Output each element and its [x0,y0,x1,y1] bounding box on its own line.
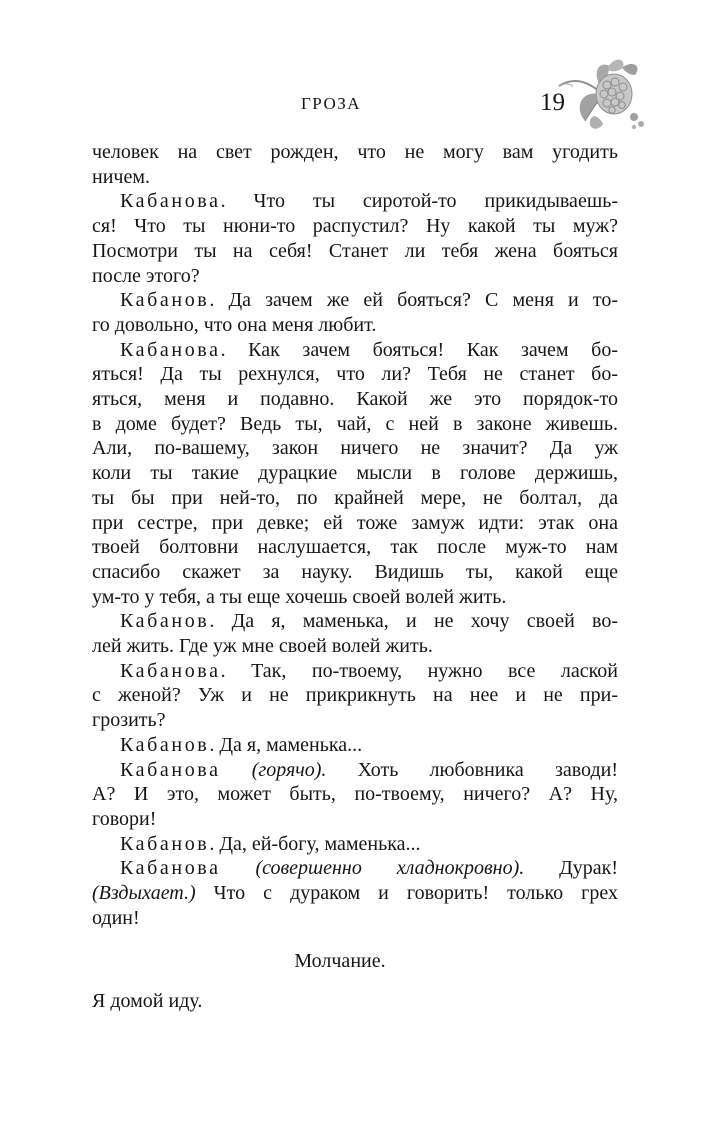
speech-text: ся! Что ты нюни-то распустил? Ну какой ты муж? [92,215,618,238]
speech-text: один! [92,906,140,929]
speech-text: Что с дураком и говорить! только грех [195,882,618,905]
speaker-name: Кабанов [120,289,210,312]
text-line [92,758,618,783]
text-line [92,634,618,659]
speech-text: А? И это, может быть, по-твоему, ничего? А? Ну, [92,783,618,806]
paragraph [92,733,618,758]
speech-text: . Да я, маменька, и не хочу своей во- [209,610,618,633]
text-line [92,609,618,634]
speaker-name: Кабанова [120,758,221,781]
speech-text: яться, меня и подавно. Какой же это порядок-то [92,388,618,411]
text-line [92,264,618,289]
text-line [92,461,618,486]
text-line [92,140,618,165]
speech-text: Посмотри ты на себя! Станет ли тебя жена бояться [92,239,618,262]
page-number: 19 [540,89,565,116]
text-line [92,387,618,412]
speech-text: . Да зачем же ей бояться? С меня и то- [209,289,618,312]
speech-text: ничем. [92,165,150,188]
inline-stage-direction: (совершенно хладнокровно). [220,857,525,880]
paragraph [92,659,618,733]
speaker-name: Кабанов [120,832,210,855]
speech-text: с женой? Уж и не прикрикнуть на нее и не при- [92,684,618,707]
text-line [92,239,618,264]
text-line [92,189,618,214]
speech-text: спасибо скажет за науку. Видишь ты, какой еще [92,560,618,583]
speech-text: . Как зачем бояться! Как зачем бо- [220,338,618,361]
text-line [92,288,618,313]
text-line [92,733,618,758]
text-line [92,659,618,684]
paragraph [92,856,618,930]
speaker-name: Кабанова [120,659,221,682]
speech-text: . Да, ей-богу, маменька... [209,832,421,855]
paragraph [92,189,618,288]
paragraph [92,338,618,610]
speech-text: ум-то у тебя, а ты еще хочешь своей волей жить. [92,585,507,608]
speech-text: Али, по-вашему, закон ничего не значит? Да уж [92,437,618,460]
paragraph [92,832,618,857]
speech-text: лей жить. Где уж мне своей волей жить. [92,635,433,658]
speech-text: Дурак! [524,857,618,880]
speaker-name: Кабанов [120,610,210,633]
text-line [92,782,618,807]
speech-text: . Что ты сиротой-то прикидываешь- [220,190,618,213]
inline-stage-direction: (Вздыхает.) [92,882,196,905]
text-line [92,560,618,585]
speech-text: яться! Да ты рехнулся, что ли? Тебя не станет бо- [92,363,618,386]
speech-text: твоей болтовни наслушается, так после муж-то нам [92,536,618,559]
speech-text: Хоть любовника заводи! [326,758,618,781]
floral-ornament-icon [557,55,645,131]
text-line [92,486,618,511]
speech-text: человек на свет рожден, что не могу вам угодить [92,141,618,163]
text-line [92,832,618,857]
speech-text: . Да я, маменька... [209,733,363,756]
text-line [92,881,618,906]
speaker-name: Кабанова [120,338,221,361]
text-line [92,511,618,536]
paragraph [92,758,618,832]
speaker-name: Кабанова [120,190,221,213]
speech-text: го довольно, что она меня любит. [92,313,377,336]
text-column [92,140,618,1013]
paragraph [92,609,618,658]
running-title: ГРОЗА [300,94,362,113]
speaker-name: Кабанова [120,857,221,880]
text-line [92,535,618,560]
text-line [92,807,618,832]
text-line [92,412,618,437]
text-line [92,856,618,881]
speaker-name: Кабанов [120,733,210,756]
text-line [92,338,618,363]
speech-text: в доме будет? Ведь ты, чай, с ней в законе живешь. [92,412,618,435]
text-line [92,214,618,239]
text-line [92,313,618,338]
speech-text: ты бы при ней-то, по крайней мере, не болтал, да [92,486,618,509]
paragraph [92,140,618,189]
text-line [92,165,618,190]
closing-line: Я домой иду. [92,989,203,1012]
speech-text: грозить? [92,709,166,732]
speech-text: после этого? [92,264,200,287]
text-line [92,585,618,610]
text-line [92,906,618,931]
play-text [92,140,618,931]
speech-text: коли ты такие дурацкие мысли в голове держишь, [92,462,618,485]
speech-text: при сестре, при девке; ей тоже замуж идти: этак она [92,511,618,534]
speech-text: говори! [92,807,157,830]
text-line [92,362,618,387]
text-line [92,708,618,733]
text-line [92,436,618,461]
paragraph [92,288,618,337]
centered-stage-direction: Молчание. [294,949,386,972]
speech-text: . Так, по-твоему, нужно все лаской [220,659,618,682]
text-line [92,683,618,708]
inline-stage-direction: (горячо). [220,758,327,781]
